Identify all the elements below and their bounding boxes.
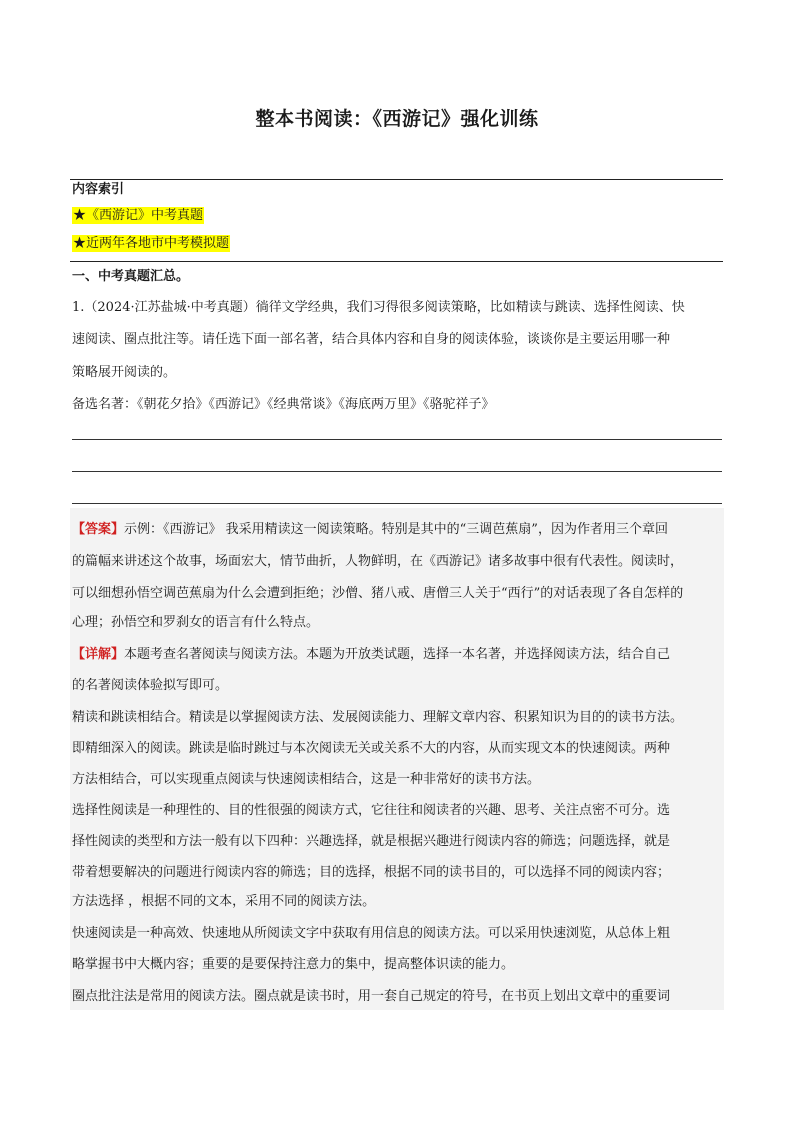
detail-line: 方法相结合，可以实现重点阅读与快速阅读相结合，这是一种非常好的读书方法。 [72,772,541,787]
candidate-books: 备选名著：《朝花夕拾》《西游记》《经典常谈》《海底两万里》《骆驼祥子》 [72,397,495,412]
answer-tag: 【答案】 [72,522,125,537]
detail-line: 的名著阅读体验拟写即可。 [72,678,229,693]
detail-line: 精读和跳读相结合。精读是以掌握阅读方法、发展阅读能力、理解文章内容、积累知识为目的的读书方法。 [72,710,684,725]
index-item-mock-exam[interactable]: ★近两年各地市中考模拟题 [73,236,230,251]
answer-line: 可以细想孙悟空调芭蕉扇为什么会遭到拒绝；沙僧、猪八戒、唐僧三人关于“西行”的对话表现了各自怎样的 [72,586,684,601]
answer-line: 【答案】示例：《西游记》 我采用精读这一阅读策略。特别是其中的“三调芭蕉扇”，因为作者用三个章回 [72,522,668,537]
detail-line: 择性阅读的类型和方法一般有以下四种：兴趣选择，就是根据兴趣进行阅读内容的筛选；问题选择，就是 [72,834,671,849]
section-heading: 一、中考真题汇总。 [72,269,190,284]
index-item-real-exam[interactable]: ★《西游记》中考真题 [73,208,204,223]
detail-tag: 【详解】 [72,647,125,662]
detail-line: 带着想要解决的问题进行阅读内容的筛选；目的选择，根据不同的读书目的，可以选择不同的阅读内容； [72,865,671,880]
answer-line: 的篇幅来讲述这个故事，场面宏大，情节曲折，人物鲜明，在《西游记》诸多故事中很有代表性。阅读时， [72,554,684,569]
index-top-rule [70,179,723,180]
page-title: 整本书阅读：《西游记》强化训练 [255,108,539,130]
answer-line: 心理；孙悟空和罗刹女的语言有什么特点。 [72,615,320,630]
question-line: 速阅读、圈点批注等。请任选下面一部名著，结合具体内容和自身的阅读体验，谈谈你是主要运用哪一种 [72,332,671,347]
detail-line: 圈点批注法是常用的阅读方法。圈点就是读书时，用一套自己规定的符号，在书页上划出文章中的重要词 [72,989,671,1004]
detail-line: 【详解】本题考查名著阅读与阅读方法。本题为开放类试题，选择一本名著，并选择阅读方法，结合自己 [72,647,671,662]
detail-line: 选择性阅读是一种理性的、目的性很强的阅读方式，它往往和阅读者的兴趣、思考、关注点密不可分。选 [72,803,671,818]
question-line: 策略展开阅读的。 [72,365,177,380]
detail-line: 略掌握书中大概内容；重要的是要保持注意力的集中，提高整体识读的能力。 [72,957,515,972]
index-bottom-rule [70,261,723,262]
answer-blank-line[interactable] [72,503,722,504]
index-heading: 内容索引 [72,182,125,197]
answer-blank-line[interactable] [72,439,722,440]
detail-line: 即精细深入的阅读。跳读是临时跳过与本次阅读无关或关系不大的内容，从而实现文本的快速阅读。两种 [72,741,671,756]
detail-line: 快速阅读是一种高效、快速地从所阅读文字中获取有用信息的阅读方法。可以采用快速浏览，从总体上粗 [72,926,671,941]
question-line: 1.（2024·江苏盐城·中考真题）徜徉文学经典，我们习得很多阅读策略，比如精读与跳读、选择性阅读、快 [72,300,685,315]
answer-blank-line[interactable] [72,471,722,472]
detail-line: 方法选择 ，根据不同的文本，采用不同的阅读方法。 [72,894,376,909]
